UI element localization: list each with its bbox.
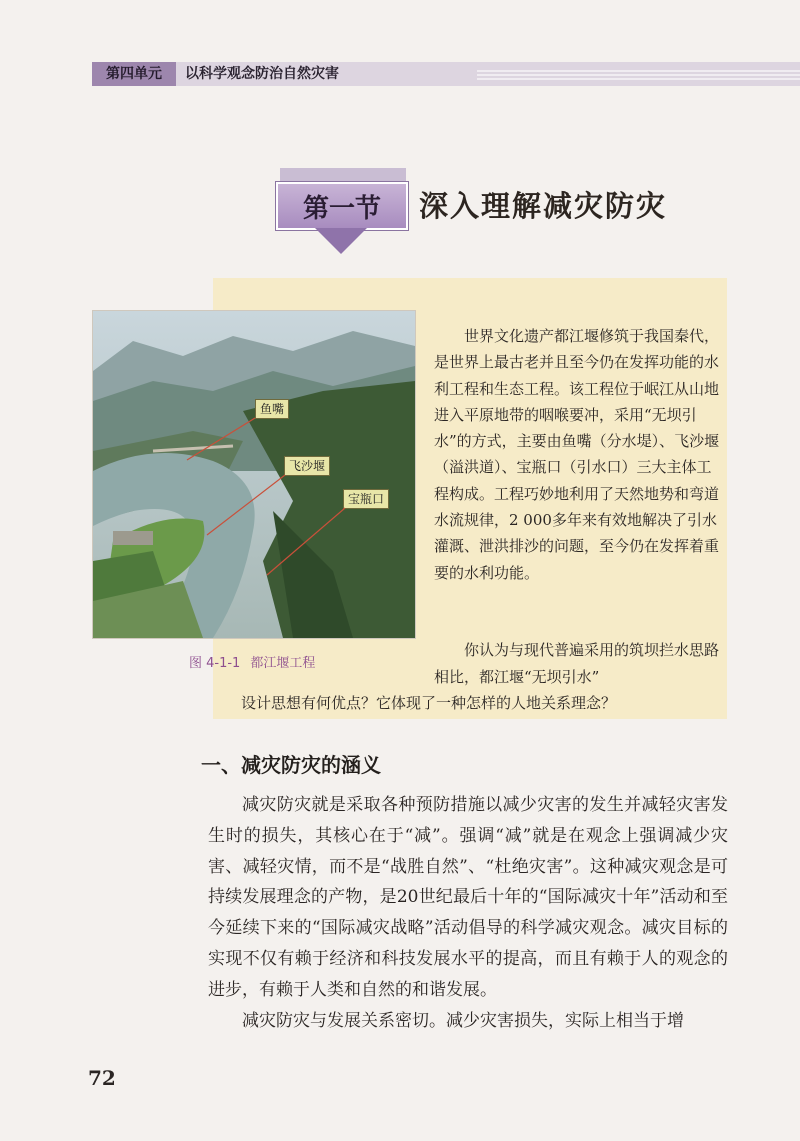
- body-paragraph: 减灾防灾就是采取各种预防措施以减少灾害的发生并减轻灾害发生时的损失，其核心在于“减”。强调“减”就是在观念上强调减少灾害、减轻灾情，而不是“战胜自然”、“杜绝灾害”。这种减灾观念是可持续发展理念的产物，是20世纪最后十年的“国际减灾十年”活动和至今延续下来的“国际减灾战略”活动倡导的科学减灾观念。减灾目标的实现不仅有赖于经济和科技发展水平的提高，而且有赖于人的观念的进步，有赖于人类和自然的和谐发展。: [208, 795, 728, 1000]
- unit-label: 第四单元: [92, 62, 176, 86]
- question-part1: 你认为与现代普遍采用的筑坝拦水思路相比，都江堰“无坝引水”: [434, 641, 720, 686]
- intro-box-gap: [93, 278, 213, 308]
- figure-caption-text: 都江堰工程: [250, 656, 316, 671]
- header-decoration: [477, 68, 800, 80]
- section-arrow-icon: [315, 228, 367, 254]
- section-title: 深入理解减灾防灾: [419, 189, 668, 223]
- subsection-heading: 一、减灾防灾的涵义: [201, 753, 381, 777]
- label-yuzui: 鱼嘴: [255, 399, 289, 419]
- body-text: [208, 790, 728, 1036]
- label-feishayan: 飞沙堰: [284, 456, 330, 476]
- body-paragraph: 减灾防灾与发展关系密切。减少灾害损失，实际上相当于增: [242, 1010, 684, 1031]
- label-leader-lines: [92, 310, 414, 637]
- page-number: 72: [88, 1066, 116, 1090]
- question-part2: 设计思想有何优点？它体现了一种怎样的人地关系理念？: [241, 694, 617, 712]
- unit-title: 以科学观念防治自然灾害: [185, 66, 339, 82]
- intro-text: 世界文化遗产都江堰修筑于我国秦代，是世界上最古老并且至今仍在发挥功能的水利工程和生态工程。该工程位于岷江从山地进入平原地带的咽喉要冲，采用“无坝引水”的方式，主要由鱼嘴（分水堤）、飞沙堰（溢洪道）、宝瓶口（引水口）三大主体工程构成。工程巧妙地利用了天然地势和弯道水流规律，2 000多年来有效地解决了引水灌溉、泄洪排沙的问题，至今仍在发挥着重要的水利功能。: [434, 327, 720, 582]
- label-baopingkou: 宝瓶口: [343, 489, 389, 509]
- figure-caption: [189, 652, 315, 671]
- unit-header-band: [92, 62, 800, 86]
- section-number: 第一节: [276, 182, 408, 230]
- intro-paragraph: [434, 323, 720, 586]
- figure-number: 图 4-1-1: [189, 656, 241, 671]
